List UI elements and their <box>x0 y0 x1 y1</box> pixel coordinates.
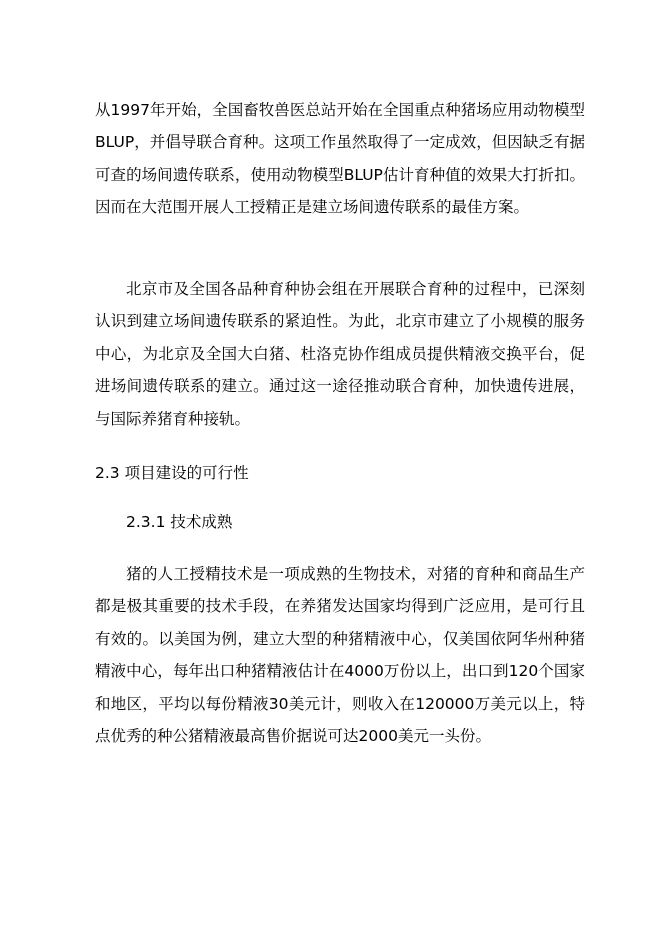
paragraph-beijing-center: 北京市及全国各品种育种协会组在开展联合育种的过程中，已深刻认识到建立场间遗传联系的紧迫性。为此，北京市建立了小规模的服务中心，为北京及全国大白猪、杜洛克协作组成员提供精液交换平台，促进场间遗传联系的建立。通过这一途径推动联合育种，加快遗传进展，与国际养猪育种接轨。 <box>95 280 585 428</box>
paragraph-ai-technology: 猪的人工授精技术是一项成熟的生物技术，对猪的育种和商品生产都是极其重要的技术手段，在养猪发达国家均得到广泛应用，是可行且有效的。以美国为例，建立大型的种猪精液中心，仅美国依阿华州种猪精液中心，每年出口种猪精液估计在4000万份以上，出口到120个国家和地区，平均以每份精液30美元计，则收入在120000万美元以上，特点优秀的种公猪精液最高售价据说可达2000美元一头份。 <box>95 565 585 746</box>
paragraph-blup-history: 从1997年开始，全国畜牧兽医总站开始在全国重点种猪场应用动物模型BLUP，并倡导联合育种。这项工作虽然取得了一定成效，但因缺乏有据可查的场间遗传联系，使用动物模型BLUP估计育种值的效果大打折扣。因而在大范围开展人工授精正是建立场间遗传联系的最佳方案。 <box>95 101 585 217</box>
section-heading: 2.3 项目建设的可行性 <box>95 464 249 482</box>
subsection-heading: 2.3.1 技术成熟 <box>126 513 233 531</box>
